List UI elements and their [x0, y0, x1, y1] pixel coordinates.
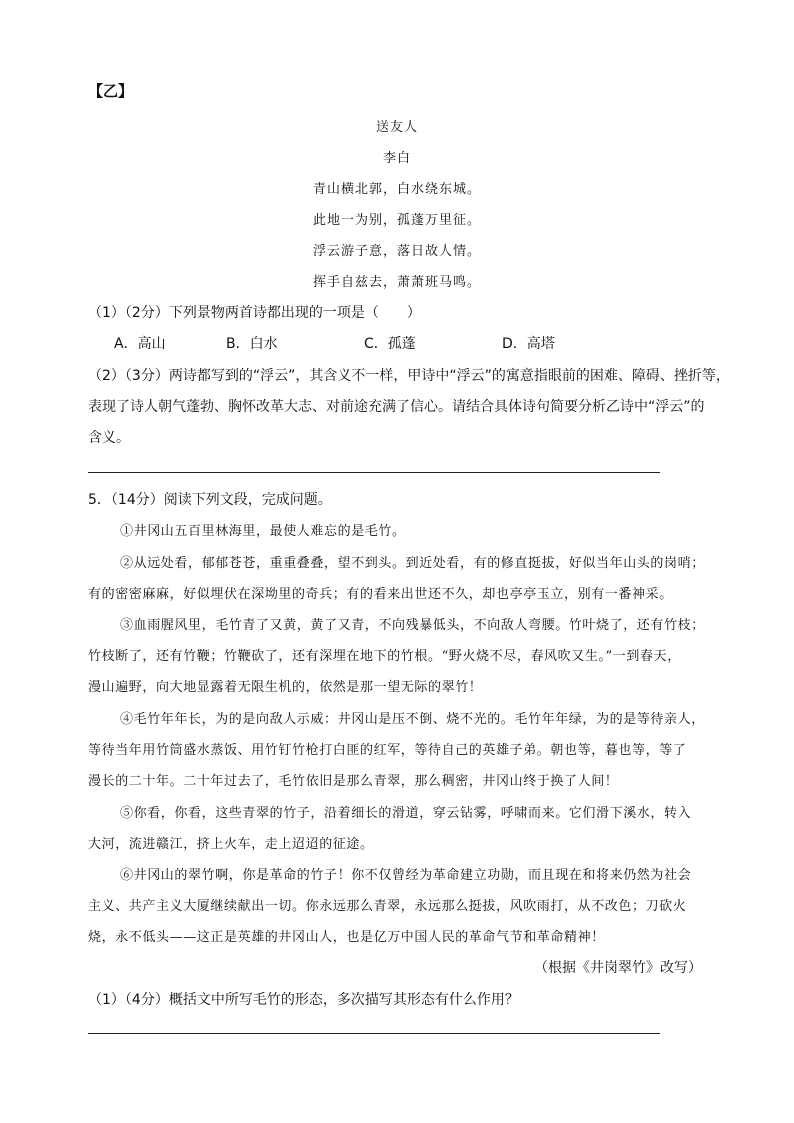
paragraph-3-line: 竹枝断了，还有竹鞭；竹鞭砍了，还有深埋在地下的竹根。“野火烧不尽，春风吹又生。”一到春天， — [88, 649, 681, 664]
question-5-stem: 5．（14分）阅读下列文段，完成问题。 — [88, 492, 332, 508]
paragraph-4-line: 等待当年用竹筒盛水蒸饭、用竹钉竹枪打白匪的红军，等待自己的英雄子弟。朝也等，暮也等，等了 — [88, 743, 687, 758]
option-d: D．高塔 — [502, 336, 555, 352]
poem-line: 浮云游子意，落日故人情。 — [312, 244, 481, 259]
paragraph-3-line: 漫山遍野，向大地显露着无限生机的，依然是那一望无际的翠竹！ — [88, 680, 483, 695]
option-a: A．高山 — [114, 336, 166, 352]
poem-line: 此地一为别，孤蓬万里征。 — [312, 213, 481, 228]
paragraph-6-line: 烧，永不低头——这正是英雄的井冈山人，也是亿万中国人民的革命气节和革命精神！ — [88, 930, 605, 945]
option-c: C．孤蓬 — [364, 336, 416, 352]
paragraph-5-line: ⑤你看，你看，这些青翠的竹子，沿着细长的滑道，穿云钻雾，呼啸而来。它们滑下溪水，转入 — [120, 806, 692, 821]
question-5-1-stem: （1）（4分）概括文中所写毛竹的形态，多次描写其形态有什么作用？ — [88, 992, 519, 1008]
option-b: B．白水 — [226, 336, 278, 352]
paragraph-2-line: 有的密密麻麻，好似埋伏在深坳里的奇兵；有的看来出世还不久，却也亭亭玉立，别有一番神采。 — [88, 587, 673, 602]
paragraph-3-line: ③血雨腥风里，毛竹青了又黄，黄了又青，不向残暴低头，不向敌人弯腰。竹叶烧了，还有竹枝； — [120, 618, 705, 633]
paragraph-4-line: ④毛竹年年长，为的是向敌人示威：井冈山是压不倒、烧不光的。毛竹年年绿，为的是等待亲人， — [120, 712, 705, 727]
paragraph-6-line: ⑥井冈山的翠竹啊，你是革命的竹子！你不仅曾经为革命建立功勋，而且现在和将来仍然为社会 — [120, 868, 692, 883]
paragraph-5-line: 大河，流进赣江，挤上火车，走上迢迢的征途。 — [88, 837, 374, 852]
paragraph-4-line: 漫长的二十年。二十年过去了，毛竹依旧是那么青翠，那么稠密，井冈山终于换了人间！ — [88, 774, 619, 789]
poem-line: 青山横北郭，白水绕东城。 — [312, 182, 481, 197]
answer-line — [88, 1033, 660, 1034]
answer-line — [88, 472, 660, 473]
poem-title: 送友人 — [375, 120, 418, 135]
paragraph-2-line: ②从远处看，郁郁苍苍，重重叠叠，望不到头。到近处看，有的修直挺拔，好似当年山头的岗哨； — [120, 556, 705, 571]
question-4-1-stem: （1）（2分）下列景物两首诗都出现的一项是（ ） — [88, 305, 421, 321]
section-label: 【乙】 — [88, 82, 134, 100]
paragraph-1-line: ①井冈山五百里林海里，最使人难忘的是毛竹。 — [120, 524, 406, 539]
poem-line: 挥手自兹去，萧萧班马鸣。 — [312, 275, 481, 290]
poem-author: 李白 — [382, 151, 411, 166]
question-4-2-line: 表现了诗人朝气蓬勃、胸怀改革大志、对前途充满了信心。请结合具体诗句简要分析乙诗中“浮云”的 — [88, 399, 705, 415]
question-4-2-line: 含义。 — [88, 430, 130, 446]
question-4-2-line: （2）（3分）两诗都写到的“浮云”，其含义不一样，甲诗中“浮云”的寓意指眼前的困难、障碍、挫折等， — [88, 368, 730, 384]
paragraph-6-line: 主义、共产主义大厦继续献出一切。你永远那么青翠，永远那么挺拔，风吹雨打，从不改色；刀砍火 — [88, 899, 687, 914]
source-note: （根据《井岗翠竹》改写） — [534, 960, 702, 976]
